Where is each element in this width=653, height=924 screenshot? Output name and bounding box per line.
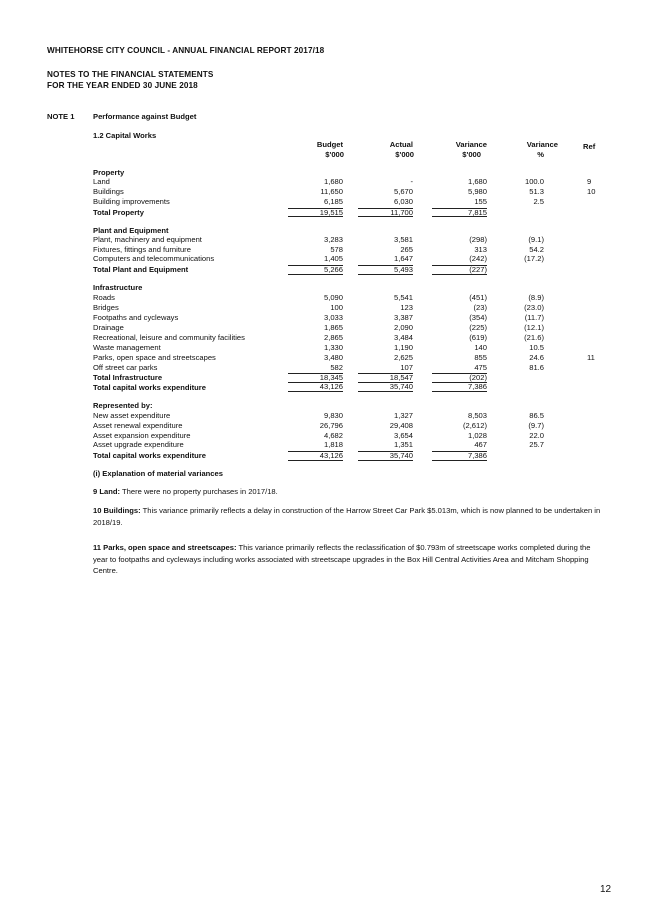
- row-variance: 155: [474, 196, 487, 206]
- row-variance-pct: (17.2): [524, 254, 544, 264]
- rule: [432, 274, 487, 275]
- row-label: Fixtures, fittings and furniture: [93, 244, 191, 254]
- row-actual: 5,670: [393, 186, 413, 196]
- row-budget: 5,090: [323, 293, 343, 302]
- property-total-budget: 19,515: [319, 208, 343, 217]
- row-actual: 2,090: [393, 322, 413, 332]
- row-actual: 123: [400, 302, 413, 312]
- property-heading: Property: [93, 168, 125, 177]
- period-title: FOR THE YEAR ENDED 30 JUNE 2018: [47, 81, 198, 90]
- row-actual: 5,541: [393, 293, 413, 302]
- row-budget: 3,283: [323, 235, 343, 244]
- total-capital-label: Total capital works expenditure: [93, 383, 206, 392]
- col-variance-unit: $'000: [462, 150, 481, 159]
- row-variance: 467: [474, 440, 487, 450]
- row-variance: (451): [469, 293, 487, 302]
- row-ref: 11: [587, 352, 595, 362]
- row-label: Recreational, leisure and community facilities: [93, 332, 245, 342]
- row-actual: 29,408: [389, 420, 413, 430]
- row-budget: 1,818: [323, 440, 343, 450]
- row-actual: 3,387: [393, 312, 413, 322]
- row-variance-pct: (11.7): [524, 312, 544, 322]
- explanation-parks: [93, 542, 603, 577]
- row-label: Building improvements: [93, 196, 170, 206]
- row-label: Buildings: [93, 186, 124, 196]
- plant-total-actual: 5,493: [393, 265, 413, 274]
- represented-total-variance: 7,386: [467, 451, 487, 460]
- infrastructure-total-budget: 18,345: [319, 373, 343, 382]
- row-actual: 1,327: [393, 411, 413, 420]
- rule: [288, 216, 343, 217]
- note-subtitle: 1.2 Capital Works: [93, 131, 157, 140]
- col-ref: Ref: [583, 142, 596, 151]
- represented-total-label: Total capital works expenditure: [93, 451, 206, 460]
- row-label: Footpaths and cycleways: [93, 312, 179, 322]
- rule: [358, 391, 413, 392]
- report-title: WHITEHORSE CITY COUNCIL - ANNUAL FINANCIAL REPORT 2017/18: [47, 46, 325, 55]
- row-variance-pct: 86.5: [529, 411, 544, 420]
- property-total-variance: 7,815: [467, 208, 487, 217]
- row-actual: 3,581: [393, 235, 413, 244]
- explanation-buildings-label: 10 Buildings:: [93, 506, 141, 515]
- row-actual: -: [410, 177, 413, 186]
- infrastructure-total-label: Total Infrastructure: [93, 373, 163, 382]
- row-variance-pct: 54.2: [529, 244, 544, 254]
- row-variance-pct: (21.6): [524, 332, 544, 342]
- explanation-parks-label: 11 Parks, open space and streetscapes:: [93, 543, 237, 552]
- row-budget: 11,650: [320, 186, 343, 196]
- row-ref: 9: [587, 177, 592, 186]
- total-capital-budget: 43,126: [319, 382, 343, 391]
- row-label: Asset upgrade expenditure: [93, 440, 184, 450]
- infrastructure-heading: Infrastructure: [93, 283, 143, 292]
- row-label: Bridges: [93, 302, 119, 312]
- row-variance: (298): [469, 235, 487, 244]
- row-actual: 6,030: [393, 196, 413, 206]
- explanation-land: [93, 486, 603, 498]
- row-budget: 2,865: [323, 332, 343, 342]
- row-variance: (23): [473, 302, 487, 312]
- rule: [288, 460, 343, 461]
- explanation-buildings: [93, 505, 603, 528]
- row-budget: 6,185: [323, 196, 343, 206]
- note-title: Performance against Budget: [93, 112, 197, 121]
- rule: [288, 274, 343, 275]
- row-variance-pct: (12.1): [524, 322, 544, 332]
- row-variance: 140: [474, 342, 487, 352]
- row-variance-pct: (23.0): [524, 302, 544, 312]
- row-variance: 313: [474, 244, 487, 254]
- property-total-actual: 11,700: [390, 208, 413, 217]
- row-variance: 1,028: [467, 430, 487, 440]
- col-variance-pct: Variance: [526, 140, 558, 149]
- row-actual: 1,647: [393, 254, 413, 264]
- col-variance: Variance: [455, 140, 487, 149]
- plant-total-variance: (227): [469, 265, 487, 274]
- col-actual: Actual: [389, 140, 413, 149]
- rule: [358, 274, 413, 275]
- explanation-land-label: 9 Land:: [93, 487, 121, 496]
- row-budget: 9,830: [323, 411, 343, 420]
- represented-total-actual: 35,740: [389, 451, 413, 460]
- plant-total-budget: 5,266: [323, 265, 343, 274]
- rule: [288, 391, 343, 392]
- row-variance: (2,612): [462, 420, 487, 430]
- row-actual: 2,625: [393, 352, 413, 362]
- row-label: Drainage: [93, 322, 124, 332]
- row-actual: 1,351: [393, 440, 413, 450]
- col-budget: Budget: [316, 140, 343, 149]
- row-variance: (225): [469, 322, 487, 332]
- row-actual: 3,484: [393, 332, 413, 342]
- row-budget: 1,865: [323, 322, 343, 332]
- plant-total-label: Total Plant and Equipment: [93, 265, 189, 274]
- explanation-buildings-text: This variance primarily reflects a delay in construction of the Harrow Street Car Park $5.013m, which is now planned to be undertaken in 2018/19.: [93, 506, 601, 527]
- row-label: Asset expansion expenditure: [93, 430, 191, 440]
- row-variance-pct: 2.5: [533, 196, 544, 206]
- row-variance-pct: 100.0: [524, 177, 544, 186]
- row-variance-pct: (9.1): [528, 235, 544, 244]
- row-budget: 1,405: [323, 254, 343, 264]
- total-capital-variance: 7,386: [467, 382, 487, 391]
- notes-title: NOTES TO THE FINANCIAL STATEMENTS: [47, 70, 214, 79]
- row-label: Land: [93, 177, 110, 186]
- row-budget: 3,480: [323, 352, 343, 362]
- col-budget-unit: $'000: [325, 150, 344, 159]
- plant-heading: Plant and Equipment: [93, 226, 169, 235]
- row-budget: 4,682: [323, 430, 343, 440]
- row-variance: 5,980: [467, 186, 487, 196]
- row-actual: 107: [400, 362, 413, 372]
- note-number: NOTE 1: [47, 112, 75, 121]
- row-budget: 26,796: [319, 420, 343, 430]
- explanations-heading: (i) Explanation of material variances: [93, 469, 223, 478]
- row-label: Parks, open space and streetscapes: [93, 352, 216, 362]
- explanation-land-text: There were no property purchases in 2017/18.: [122, 487, 278, 496]
- row-variance: (354): [469, 312, 487, 322]
- row-variance-pct: (8.9): [528, 293, 544, 302]
- row-variance: 855: [474, 352, 487, 362]
- col-actual-unit: $'000: [395, 150, 414, 159]
- row-actual: 1,190: [393, 342, 413, 352]
- row-label: Asset renewal expenditure: [93, 420, 183, 430]
- represented-heading: Represented by:: [93, 401, 153, 410]
- row-variance: 8,503: [467, 411, 487, 420]
- total-capital-actual: 35,740: [389, 382, 413, 391]
- page-number: 12: [600, 884, 612, 895]
- rule: [432, 391, 487, 392]
- row-label: Computers and telecommunications: [93, 254, 215, 264]
- row-variance: 475: [474, 362, 487, 372]
- infrastructure-total-actual: 18,547: [389, 373, 413, 382]
- row-variance-pct: (9.7): [528, 420, 544, 430]
- rule: [432, 216, 487, 217]
- row-actual: 265: [400, 244, 413, 254]
- row-budget: 100: [330, 302, 343, 312]
- explanation-parks-text: This variance primarily reflects the reclassification of $0.793m of streetscape works completed during the year to footpaths and cycleways including works associated with streetscape upgrades in the Box Hill Central Activities Area and Mitcham Shopping Centre.: [93, 543, 591, 575]
- row-ref: 10: [587, 186, 596, 196]
- row-budget: 3,033: [323, 312, 343, 322]
- row-variance-pct: 24.6: [529, 352, 544, 362]
- row-label: Plant, machinery and equipment: [93, 235, 202, 244]
- rule: [432, 460, 487, 461]
- row-label: Off street car parks: [93, 362, 158, 372]
- row-variance-pct: 10.5: [529, 342, 544, 352]
- row-actual: 3,654: [393, 430, 413, 440]
- row-variance: (619): [469, 332, 487, 342]
- row-variance-pct: 22.0: [529, 430, 544, 440]
- rule: [358, 216, 413, 217]
- row-budget: 1,330: [323, 342, 343, 352]
- represented-total-budget: 43,126: [319, 451, 343, 460]
- row-variance: 1,680: [467, 177, 487, 186]
- row-budget: 582: [330, 362, 343, 372]
- rule: [358, 460, 413, 461]
- row-budget: 1,680: [323, 177, 343, 186]
- property-total-label: Total Property: [93, 208, 144, 217]
- row-label: Roads: [93, 293, 115, 302]
- row-variance-pct: 51.3: [529, 186, 544, 196]
- row-label: Waste management: [93, 342, 161, 352]
- row-variance: (242): [469, 254, 487, 264]
- row-variance-pct: 81.6: [529, 362, 544, 372]
- col-variance-pct-unit: %: [537, 150, 544, 159]
- infrastructure-total-variance: (202): [469, 373, 487, 382]
- row-label: New asset expenditure: [93, 411, 171, 420]
- row-variance-pct: 25.7: [529, 440, 544, 450]
- row-budget: 578: [330, 244, 343, 254]
